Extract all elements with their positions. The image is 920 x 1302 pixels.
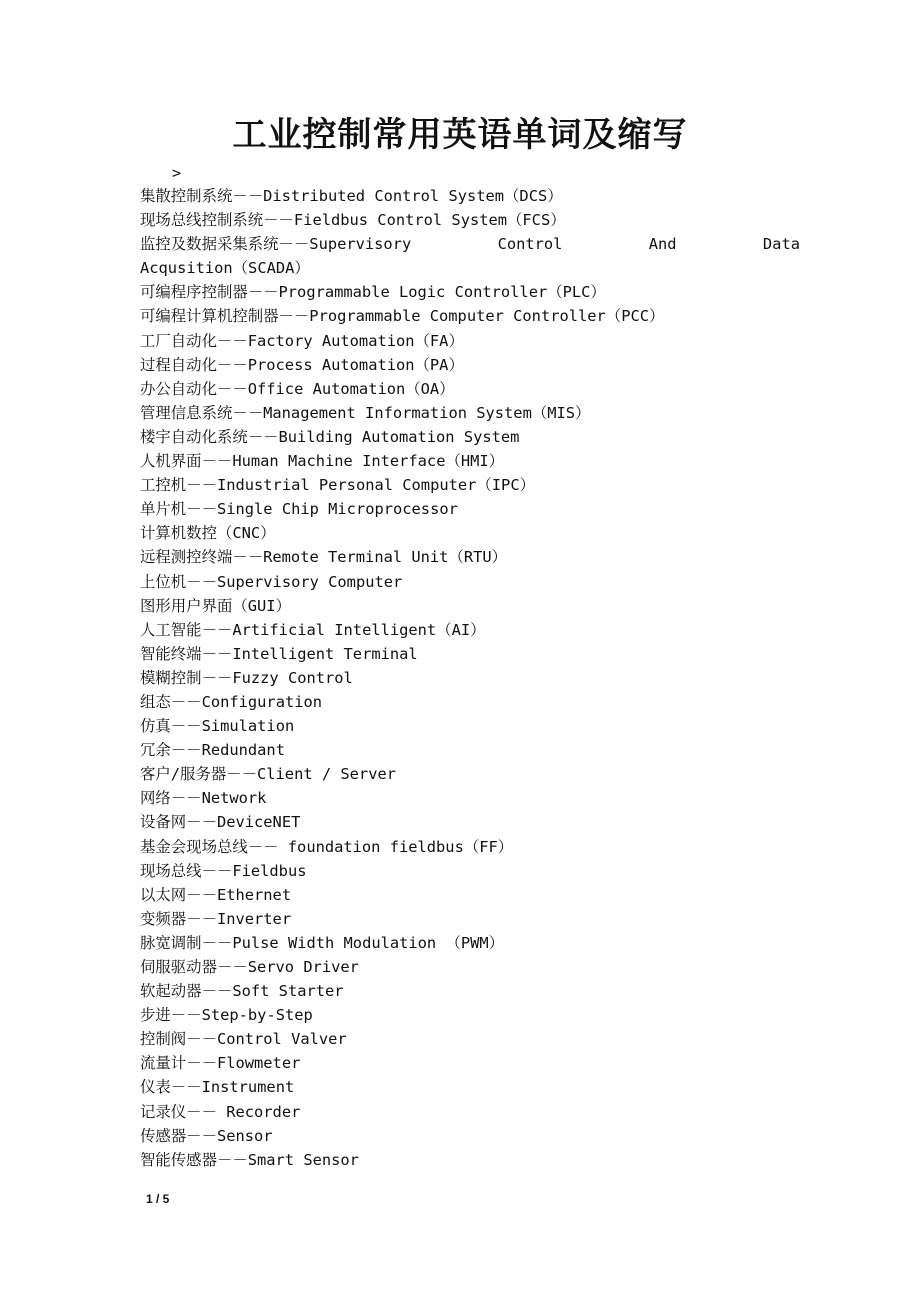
page-number: 1 / 5 — [146, 1192, 170, 1206]
term-line: 计算机数控（CNC） — [140, 524, 276, 543]
term-line: 脉宽调制－－Pulse Width Modulation （PWM） — [140, 933, 505, 952]
term-line: 软起动器－－Soft Starter — [140, 982, 344, 1001]
term-line: 基金会现场总线－－ foundation fieldbus（FF） — [140, 837, 514, 856]
term-line: 远程测控终端－－Remote Terminal Unit（RTU） — [140, 548, 508, 567]
term-line: 工厂自动化－－Factory Automation（FA） — [140, 331, 464, 350]
term-line: 记录仪－－ Recorder — [140, 1102, 301, 1121]
term-line: 工控机－－Industrial Personal Computer（IPC） — [140, 476, 535, 495]
term-line: 以太网－－Ethernet — [140, 885, 292, 904]
term-line: 流量计－－Flowmeter — [140, 1054, 301, 1073]
term-line: 办公自动化－－Office Automation（OA） — [140, 379, 455, 398]
term-line: 集散控制系统－－Distributed Control System（DCS） — [140, 187, 563, 205]
term-line: 现场总线－－Fieldbus — [140, 861, 307, 880]
term-line-continuation: Acqusition（SCADA） — [140, 259, 310, 278]
term-line: 人工智能－－Artificial Intelligent（AI） — [140, 620, 486, 639]
term-line: 客户/服务器－－Client / Server — [140, 765, 396, 784]
term-fragment: Data — [762, 235, 800, 254]
bullet-marker: > — [172, 164, 182, 182]
term-line: 仿真－－Simulation — [140, 717, 295, 736]
document-title: 工业控制常用英语单词及缩写 — [232, 115, 688, 155]
term-fragment: 监控及数据采集系统－－Supervisory — [140, 235, 412, 254]
term-line: 模糊控制－－Fuzzy Control — [140, 668, 353, 687]
term-line: 人机界面－－Human Machine Interface（HMI） — [140, 452, 505, 471]
term-line: 冗余－－Redundant — [140, 741, 285, 760]
term-line-justified — [140, 232, 800, 256]
term-fragment: Control — [497, 235, 563, 254]
term-fragment: And — [648, 235, 677, 254]
term-line: 智能传感器－－Smart Sensor — [140, 1150, 359, 1169]
term-line: 过程自动化－－Process Automation（PA） — [140, 355, 464, 374]
term-line: 网络－－Network — [140, 789, 267, 808]
term-line: 伺服驱动器－－Servo Driver — [140, 958, 359, 976]
term-line: 步进－－Step-by-Step — [140, 1006, 313, 1025]
term-line: 可编程计算机控制器－－Programmable Computer Controller（PCC） — [140, 307, 665, 326]
term-line: 管理信息系统－－Management Information System（MIS） — [140, 403, 591, 422]
term-line: 图形用户界面（GUI） — [140, 596, 291, 615]
term-line: 仪表－－Instrument — [140, 1078, 295, 1097]
term-line: 传感器－－Sensor — [140, 1126, 273, 1145]
term-line: 控制阀－－Control Valver — [140, 1030, 347, 1049]
term-line: 单片机－－Single Chip Microprocessor — [140, 500, 458, 519]
term-line: 组态－－Configuration — [140, 692, 323, 711]
term-line: 设备网－－DeviceNET — [140, 813, 301, 832]
term-line: 变频器－－Inverter — [140, 909, 292, 928]
term-line: 智能终端－－Intelligent Terminal — [140, 644, 418, 663]
term-line: 上位机－－Supervisory Computer — [140, 572, 403, 591]
term-line: 现场总线控制系统－－Fieldbus Control System（FCS） — [140, 211, 566, 230]
term-line: 楼宇自动化系统－－Building Automation System — [140, 427, 520, 446]
term-list — [140, 184, 800, 1172]
term-line: 可编程序控制器－－Programmable Logic Controller（PLC） — [140, 283, 606, 302]
